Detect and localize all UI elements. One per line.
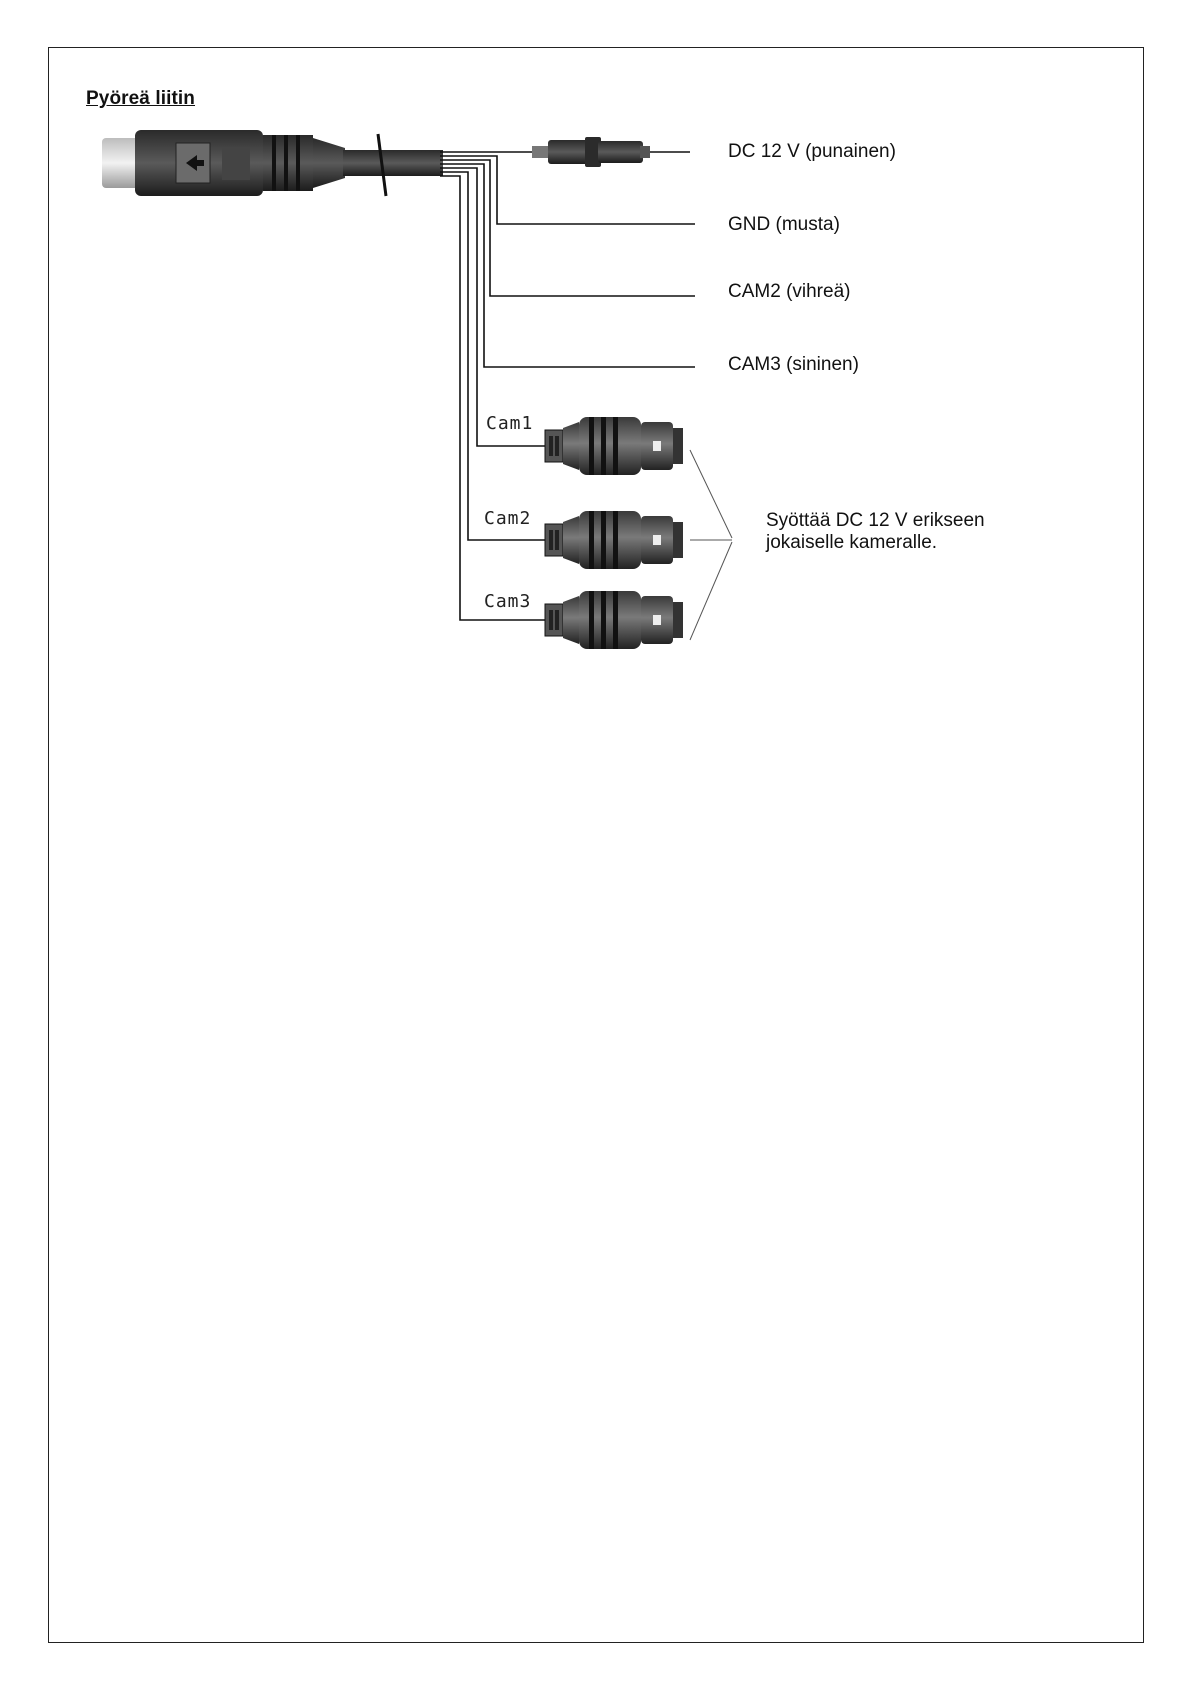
cam2-label: Cam2 xyxy=(484,508,532,529)
camera-connector-2 xyxy=(545,511,683,569)
wire-label-dc: DC 12 V (punainen) xyxy=(728,141,896,162)
power-note-line1: Syöttää DC 12 V erikseen xyxy=(766,510,985,531)
cam1-label: Cam1 xyxy=(486,413,534,434)
power-note-line2: jokaiselle kameralle. xyxy=(766,532,938,553)
dc-plug-icon xyxy=(532,137,650,167)
camera-connector-1 xyxy=(545,417,683,475)
camera-connector-icon xyxy=(545,591,683,649)
wire-label-gnd: GND (musta) xyxy=(728,214,840,235)
camera-connector-3 xyxy=(545,591,683,649)
wire-label-cam2: CAM2 (vihreä) xyxy=(728,281,851,302)
camera-connector-icon xyxy=(545,511,683,569)
camera-connector-icon xyxy=(545,417,683,475)
note-bracket xyxy=(690,450,732,640)
round-connector-icon xyxy=(102,130,443,196)
wire-label-cam3: CAM3 (sininen) xyxy=(728,354,859,375)
cam3-label: Cam3 xyxy=(484,591,532,612)
section-heading: Pyöreä liitin xyxy=(86,88,196,109)
power-note xyxy=(766,510,985,554)
